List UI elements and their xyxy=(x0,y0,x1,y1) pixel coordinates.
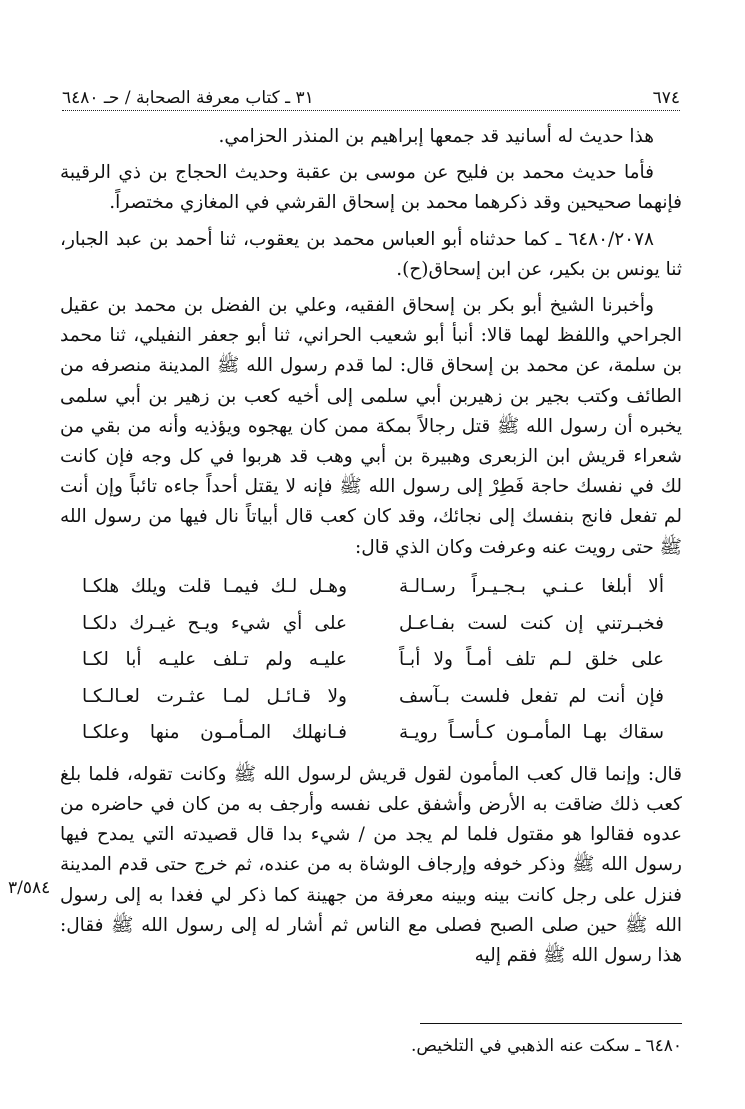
verse-first-hemistich: ألا أبلغا عـنـي بـجـيـراً رسـالـة xyxy=(399,576,664,598)
poem-verse xyxy=(60,569,682,606)
running-title: ٣١ ـ كتاب معرفة الصحابة / حـ ٦٤٨٠ xyxy=(62,88,314,108)
header-dotted-rule xyxy=(62,110,680,111)
verse-first-hemistich: سقاك بهـا المأمـون كـأسـاً رويـة xyxy=(399,722,664,744)
page-header xyxy=(62,84,680,112)
poem xyxy=(60,569,682,752)
verse-second-hemistich: على أي شيء ويـح غيـرك دلكـا xyxy=(82,612,347,634)
main-text xyxy=(60,122,682,977)
poem-verse xyxy=(60,715,682,752)
margin-volume-page-reference: ٣/٥٨٤ xyxy=(8,878,51,898)
poem-verse xyxy=(60,679,682,716)
footnote-separator xyxy=(420,1023,682,1024)
paragraph: فأما حديث محمد بن فليح عن موسى بن عقبة وحديث الحجاج بن ذي الرقيبة فإنهما صحيحين وقد ذكرهما محمد بن إسحاق القرشي في المغازي مختصراً. xyxy=(60,162,682,214)
hadith-paragraph: ٦٤٨٠/٢٠٧٨ ـ كما حدثناه أبو العباس محمد بن يعقوب، ثنا أحمد بن عبد الجبار، ثنا يونس بن بكير، عن ابن إسحاق(ح). xyxy=(60,228,682,280)
verse-second-hemistich: فـانهلك المـأمـون منها وعلكـا xyxy=(82,722,347,744)
verse-second-hemistich: ولا قـائـل لمـا عثـرت لعـالـكـا xyxy=(82,685,347,707)
page-number: ٦٧٤ xyxy=(652,88,680,108)
paragraph: وأخبرنا الشيخ أبو بكر بن إسحاق الفقيه، وعلي بن الفضل بن محمد بن عقيل الجراحي واللفظ لهما قالا: أنبأ أبو شعيب الحراني، ثنا أبو جعفر النفيلي، ثنا محمد بن سلمة، عن محمد بن إسحاق قال: لما قدم رسول الله ﷺ المدينة منصرفه من الطائف وكتب بجير بن زهيربن أبي سلمى إلى أخيه كعب بن زهير بن أبي سلمى يخبره أن رسول الله ﷺ قتل رجالاً بمكة ممن كان يهجوه ويؤذيه وأنه من بقي من شعراء قريش ابن الزبعرى وهبيرة بن أبي وهب قد هربوا في كل وجه فإن كانت لك في نفسك حاجة فَطِرْ إلى رسول الله ﷺ فإنه لا يقتل أحداً جاءه تائباً وإن أنت لم تفعل فانج بنفسك إلى نجائك، وقد كان كعب قال أبياتاً نال فيها من رسول الله ﷺ حتى رويت عنه وعرفت وكان الذي قال: xyxy=(60,295,682,558)
verse-second-hemistich: عليـه ولم تـلف عليـه أبا لكـا xyxy=(82,649,347,671)
poem-verse xyxy=(60,605,682,642)
verse-second-hemistich: وهـل لـك فيمـا قلت ويلك هلكـا xyxy=(82,576,347,598)
verse-first-hemistich: فإن أنت لم تفعل فلست بـآسف xyxy=(399,685,664,707)
footnote: ٦٤٨٠ ـ سكت عنه الذهبي في التلخيص. xyxy=(410,1036,682,1056)
poem-verse xyxy=(60,642,682,679)
verse-first-hemistich: فخبـرتني إن كنت لست بفـاعـل xyxy=(399,612,664,634)
paragraph: هذا حديث له أسانيد قد جمعها إبراهيم بن المنذر الحزامي. xyxy=(218,126,654,147)
paragraph: قال: وإنما قال كعب المأمون لقول قريش لرسول الله ﷺ وكانت تقوله، فلما بلغ كعب ذلك ضاقت به الأرض وأشفق على نفسه وأرجف به من كان في حاضره من عدوه فقالوا هو مقتول فلما لم يجد من / شيء بدا قال قصيدته التي يمدح فيها رسول الله ﷺ وذكر خوفه وإرجاف الوشاة به من عنده، ثم خرج حتى قدم المدينة فنزل على رجل كانت بينه وبينه معرفة من جهينة كما ذكر لي فغدا به إلى رسول الله ﷺ حين صلى الصبح فصلى مع الناس ثم أشار له إلى رسول الله ﷺ فقال: هذا رسول الله ﷺ فقم إليه xyxy=(60,763,682,967)
verse-first-hemistich: على خلق لـم تلف أمـاً ولا أبـاً xyxy=(399,649,664,671)
